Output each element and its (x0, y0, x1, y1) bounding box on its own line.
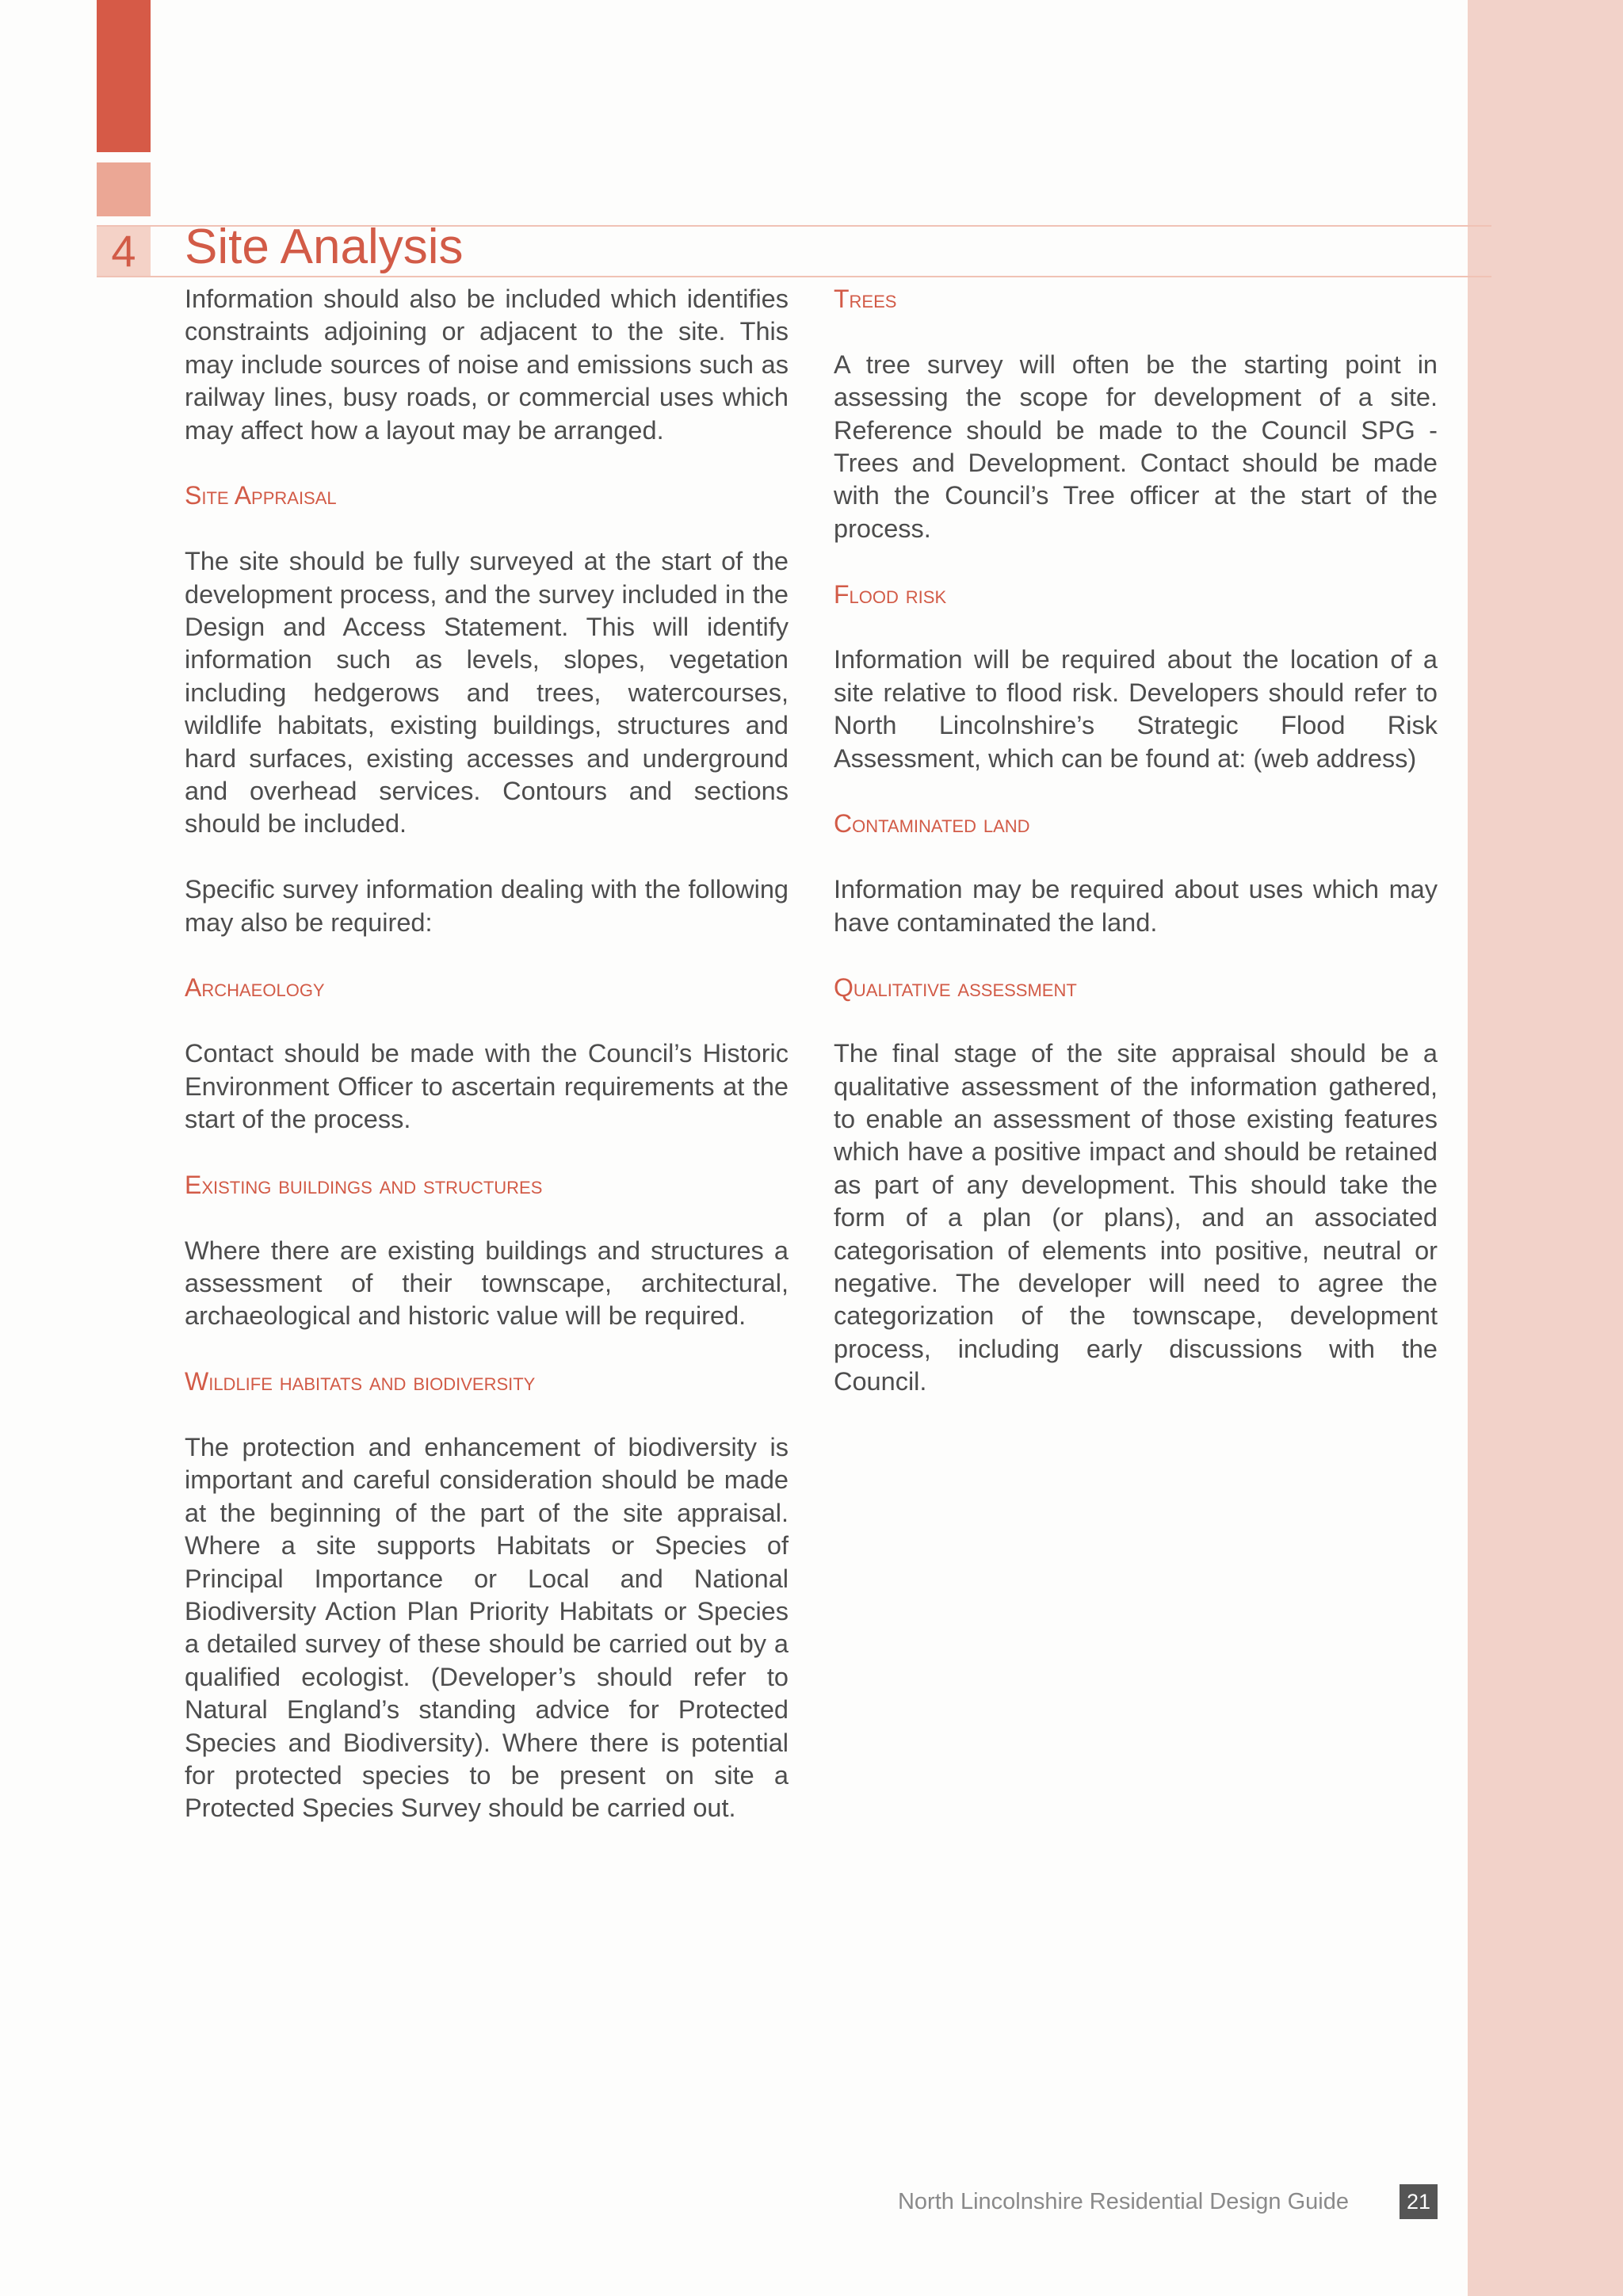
footer-document-title: North Lincolnshire Residential Design Guide (897, 2189, 1349, 2214)
flood-risk-paragraph: Information will be required about the location of a site relative to flood risk. Developers should refer to North Lincolnshire’s Strategic Flood Risk Assessment, which can be found at: (web address) (834, 645, 1438, 773)
section-heading-archaeology: Archaeology (185, 973, 325, 1003)
decorative-block-middle (97, 162, 151, 216)
right-margin-band (1468, 0, 1623, 2296)
section-heading-flood-risk: Flood risk (834, 579, 947, 609)
section-heading-site-appraisal: Site Appraisal (185, 481, 337, 510)
section-heading-trees: Trees (834, 285, 897, 313)
existing-buildings-paragraph: Where there are existing buildings and structures a assessment of their townscape, architectural, archaeological and historic value will be required. (185, 1236, 789, 1331)
wildlife-paragraph: The protection and enhancement of biodiversity is important and careful consideration should be made at the beginning of the part of the site appraisal. Where a site supports Habitats or Species of Principal Importance or Local and National Biodiversity Action Plan Priority Habitats or Species a detailed survey of these should be carried out by a qualified ecologist. (Developer’s should refer to Natural England’s standing advice for Protected Species and Biodiversity). Where there is potential for protected species to be present on site a Protected Species Survey should be carried out. (185, 1433, 789, 1823)
section-heading-existing-buildings: Existing buildings and structures (185, 1170, 543, 1199)
section-heading-qualitative-assessment: Qualitative assessment (834, 973, 1077, 1003)
page-number-badge: 21 (1400, 2184, 1438, 2219)
decorative-block-top (97, 0, 151, 152)
survey-info-paragraph: Specific survey information dealing with the following may also be required: (185, 875, 789, 937)
right-column (834, 283, 1438, 1399)
archaeology-paragraph: Contact should be made with the Council’s Historic Environment Officer to ascertain requirements at the start of the process. (185, 1039, 789, 1134)
qualitative-assessment-paragraph: The final stage of the site appraisal should be a qualitative assessment of the information gathered, to enable an assessment of those existing features which have a positive impact and should be retained as part of any development. This should take the form of a plan (or plans), and an associated categorisation of elements into positive, neutral or negative. The developer will need to agree the categorization of the townscape, development process, including early discussions with the Council. (834, 1039, 1438, 1396)
left-column (185, 283, 789, 1825)
site-appraisal-paragraph: The site should be fully surveyed at the start of the development process, and the survey included in the Design and Access Statement. This will identify information such as levels, slopes, vegetation including hedgerows and trees, watercourses, wildlife habitats, existing buildings, structures and hard surfaces, existing accesses and underground and overhead services. Contours and sections should be included. (185, 547, 789, 839)
section-heading-contaminated-land: Contaminated land (834, 809, 1030, 839)
page-title: Site Analysis (185, 220, 464, 274)
contaminated-land-paragraph: Information may be required about uses which may have contaminated the land. (834, 875, 1438, 937)
trees-paragraph: A tree survey will often be the starting point in assessing the scope for development of a site. Reference should be made to the Council SPG - Trees and Development. Contact should be made with the Council’s Tree officer at the start of the process. (834, 350, 1438, 543)
section-heading-wildlife: Wildlife habitats and biodiversity (185, 1367, 536, 1396)
intro-paragraph: Information should also be included which identifies constraints adjoining or adjacent to the site. This may include sources of noise and emissions such as railway lines, busy roads, or commercial uses which may affect how a layout may be arranged. (185, 285, 789, 445)
header-rule-bottom (97, 276, 1491, 277)
chapter-number: 4 (111, 226, 136, 276)
